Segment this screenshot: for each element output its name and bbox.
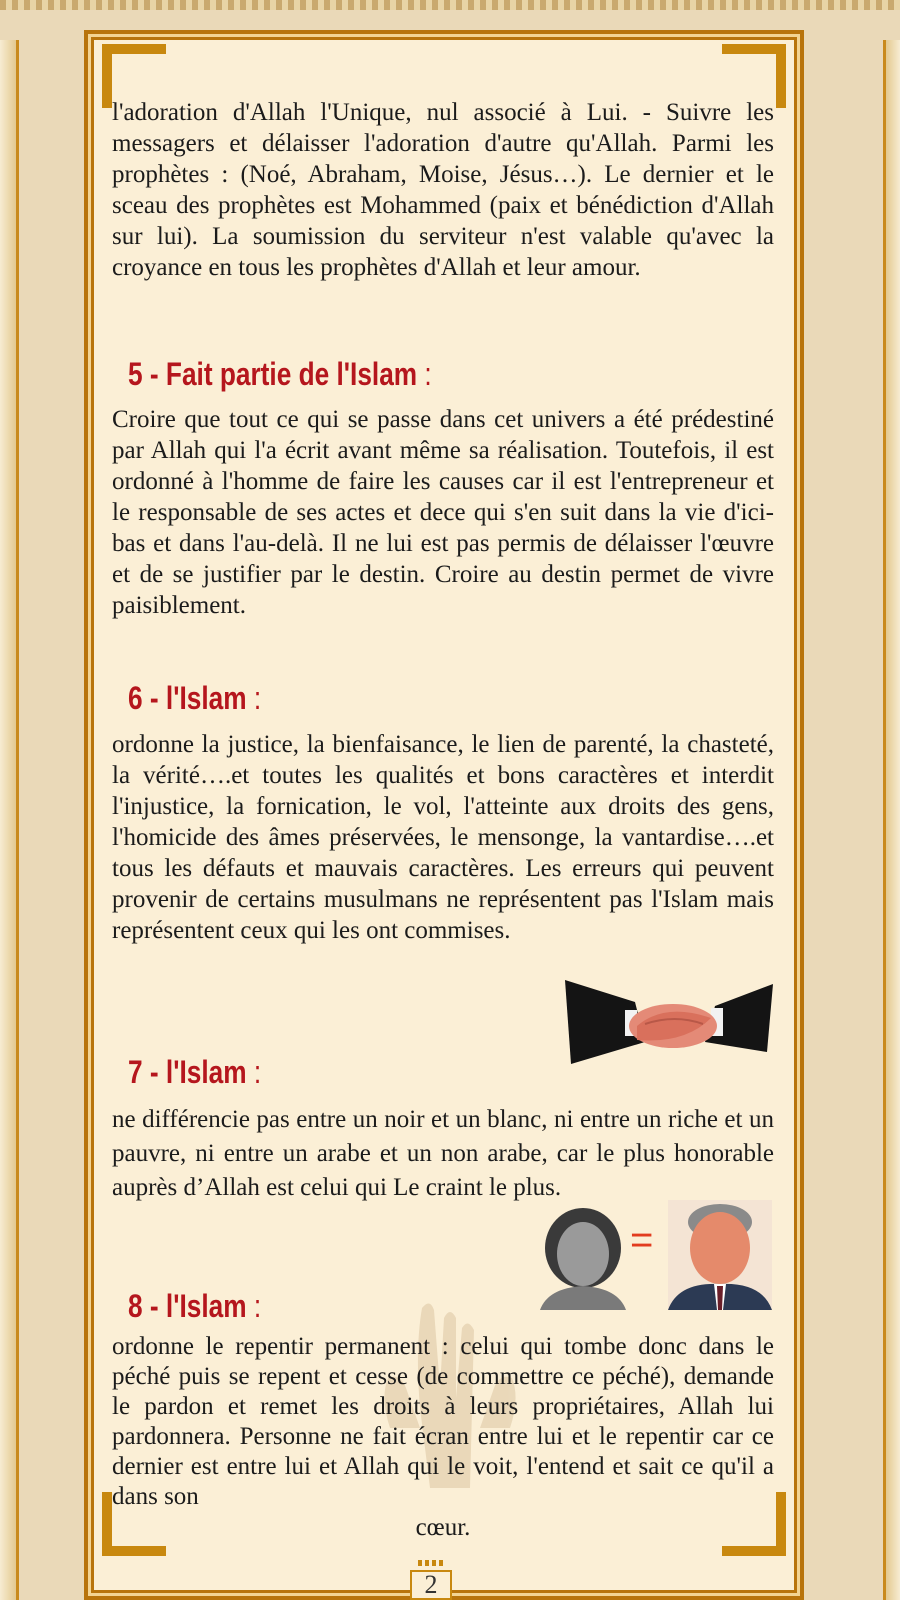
section-5-paragraph: Croire que tout ce qui se passe dans cet univers a été prédestiné par Allah qui l'a écrit avant même sa réalisation. Toutefois, il est ordonné à l'homme de faire les causes car il est l'entrepreneur et le responsable de ses actes et dece qui s'en suit dans la vie d'ici-bas et dans l'au-delà. Il ne lui est pas permis de délaisser l'œuvre et de se justifier par le destin. Croire au destin permet de vivre paisiblement. bbox=[112, 406, 774, 619]
intro-paragraph: l'adoration d'Allah l'Unique, nul associé à Lui. - Suivre les messagers et délaisser l'adoration d'autre qu'Allah. Parmi les prophètes : (Noé, Abraham, Moise, Jésus…). Le dernier et le sceau des prophètes est Mohammed (paix et bénédiction d'Allah sur lui). La soumission du serviteur n'est valable qu'avec la croyance en tous les prophètes d'Allah et leur amour. bbox=[112, 99, 774, 281]
right-page-edge bbox=[883, 40, 900, 1600]
heading-section-6: 6 - l'Islam : bbox=[128, 680, 262, 716]
heading-section-8: 8 - l'Islam : bbox=[128, 1288, 262, 1324]
left-page-edge bbox=[0, 40, 19, 1600]
man-portrait-image bbox=[668, 1200, 772, 1310]
page-number: 2 bbox=[410, 1570, 452, 1600]
decorative-top-border bbox=[0, 0, 900, 10]
equals-sign: = bbox=[630, 1218, 654, 1262]
section-7-paragraph: ne différencie pas entre un noir et un blanc, ni entre un riche et un pauvre, ni entre un arabe et un non arabe, car le plus honorable auprès d’Allah est celui qui Le craint le plus. bbox=[112, 1106, 774, 1201]
heading-section-7: 7 - l'Islam : bbox=[128, 1054, 262, 1090]
page-number-ornament bbox=[418, 1560, 444, 1566]
section-8-last-word: cœur. bbox=[415, 1514, 471, 1541]
heading-section-5: 5 - Fait partie de l'Islam : bbox=[128, 356, 432, 392]
woman-portrait-image bbox=[540, 1206, 626, 1310]
section-8-paragraph: ordonne le repentir permanent : celui qui tombe donc dans le péché puis se repent et cesse (de commettre ce péché), demande le pardon et remet les droits à leurs propriétaires, Allah lui pardonnera. Personne ne fait écran entre lui et le repentir car ce dernier est entre lui et Allah qui le voit, l'entend et sait ce qu'il a dans son bbox=[112, 1333, 774, 1510]
handshake-image bbox=[565, 980, 773, 1064]
section-6-paragraph: ordonne la justice, la bienfaisance, le lien de parenté, la chasteté, la vérité….et toutes les qualités et bons caractères et interdit l'injustice, la fornication, le vol, l'atteinte aux droits des gens, l'homicide des âmes préservées, le mensonge, la vantardise….et tous les défauts et mauvais caractères. Les erreurs qui peuvent provenir de certains musulmans ne représentent pas l'Islam mais représentent ceux qui les ont commises. bbox=[112, 731, 774, 944]
